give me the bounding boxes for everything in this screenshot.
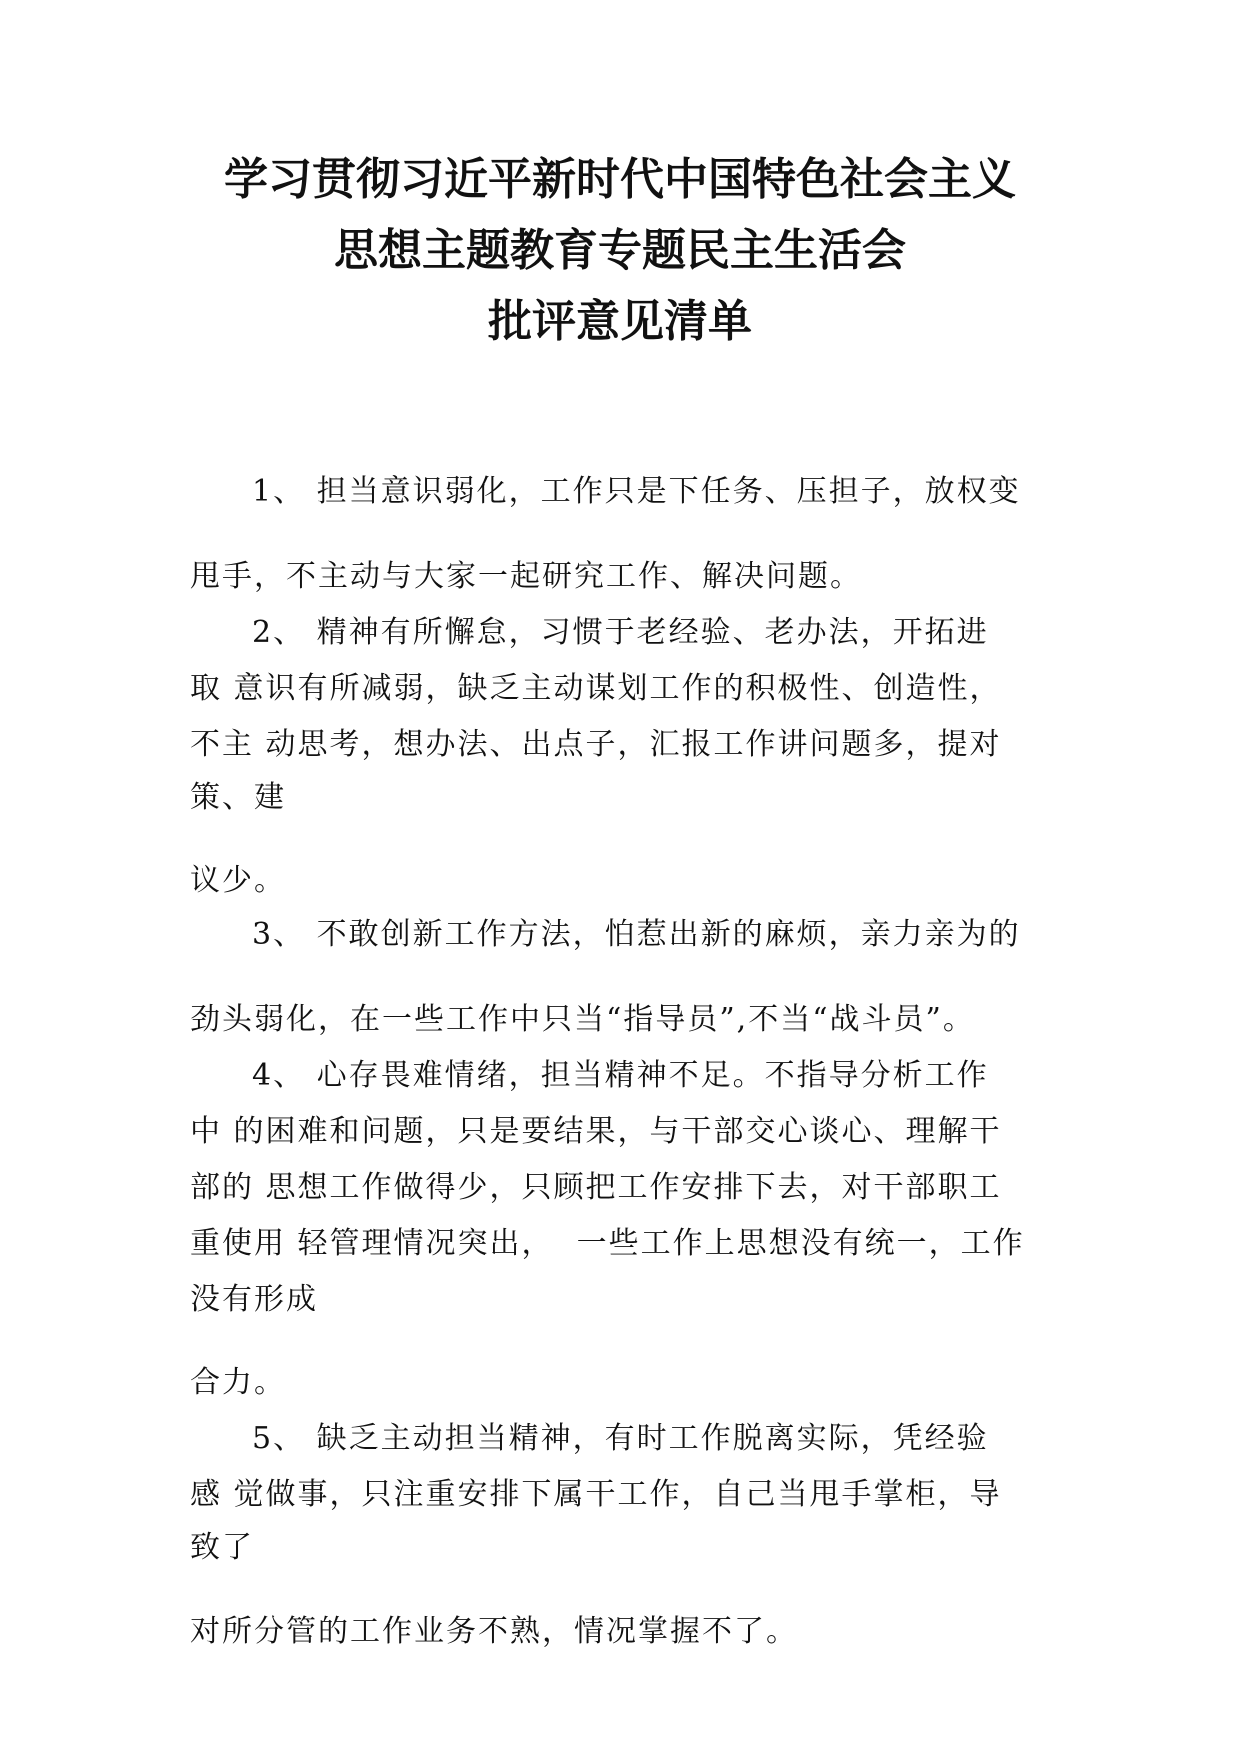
item-2-line-3: 不主 动思考，想办法、出点子，汇报工作讲问题多，提对 [190,727,1002,762]
item-4-line-3: 部的 思想工作做得少，只顾把工作安排下去，对干部职工 [190,1170,1002,1205]
item-3-line-2: 劲头弱化，在一些工作中只当“指导员”,不当“战斗员”。 [190,1002,975,1037]
item-5-line-1: 5、 缺乏主动担当精神，有时工作脱离实际，凭经验 [252,1421,989,1456]
item-1-line-2: 甩手，不主动与大家一起研究工作、解决问题。 [190,559,862,594]
document-title-line-2: 思想主题教育专题民主生活会 [334,225,906,276]
item-2-line-5: 议少。 [190,863,286,898]
document-title-line-1: 学习贯彻习近平新时代中国特色社会主义 [224,154,1016,205]
item-3-line-1: 3、 不敢创新工作方法，怕惹出新的麻烦，亲力亲为的 [252,917,1021,952]
item-2-line-1: 2、 精神有所懈怠，习惯于老经验、老办法，开拓进 [252,615,989,650]
item-2-line-4: 策、建 [190,780,286,815]
item-4-line-5: 没有形成 [190,1282,318,1317]
item-4-line-2: 中 的困难和问题，只是要结果，与干部交心谈心、理解干 [190,1114,1002,1149]
item-4-line-6: 合力。 [190,1365,286,1400]
item-2-line-2: 取 意识有所减弱，缺乏主动谋划工作的积极性、创造性， [190,671,1002,706]
item-4-line-1: 4、 心存畏难情绪，担当精神不足。不指导分析工作 [252,1058,989,1093]
item-5-line-4: 对所分管的工作业务不熟，情况掌握不了。 [190,1614,798,1649]
item-5-line-2: 感 觉做事，只注重安排下属干工作，自己当甩手掌柜，导 [190,1477,1002,1512]
item-5-line-3: 致了 [190,1530,254,1565]
item-4-line-4: 重使用 轻管理情况突出， 一些工作上思想没有统一，工作 [190,1226,1025,1261]
document-title-line-3: 批评意见清单 [488,296,752,347]
item-1-line-1: 1、 担当意识弱化，工作只是下任务、压担子，放权变 [252,474,1021,509]
